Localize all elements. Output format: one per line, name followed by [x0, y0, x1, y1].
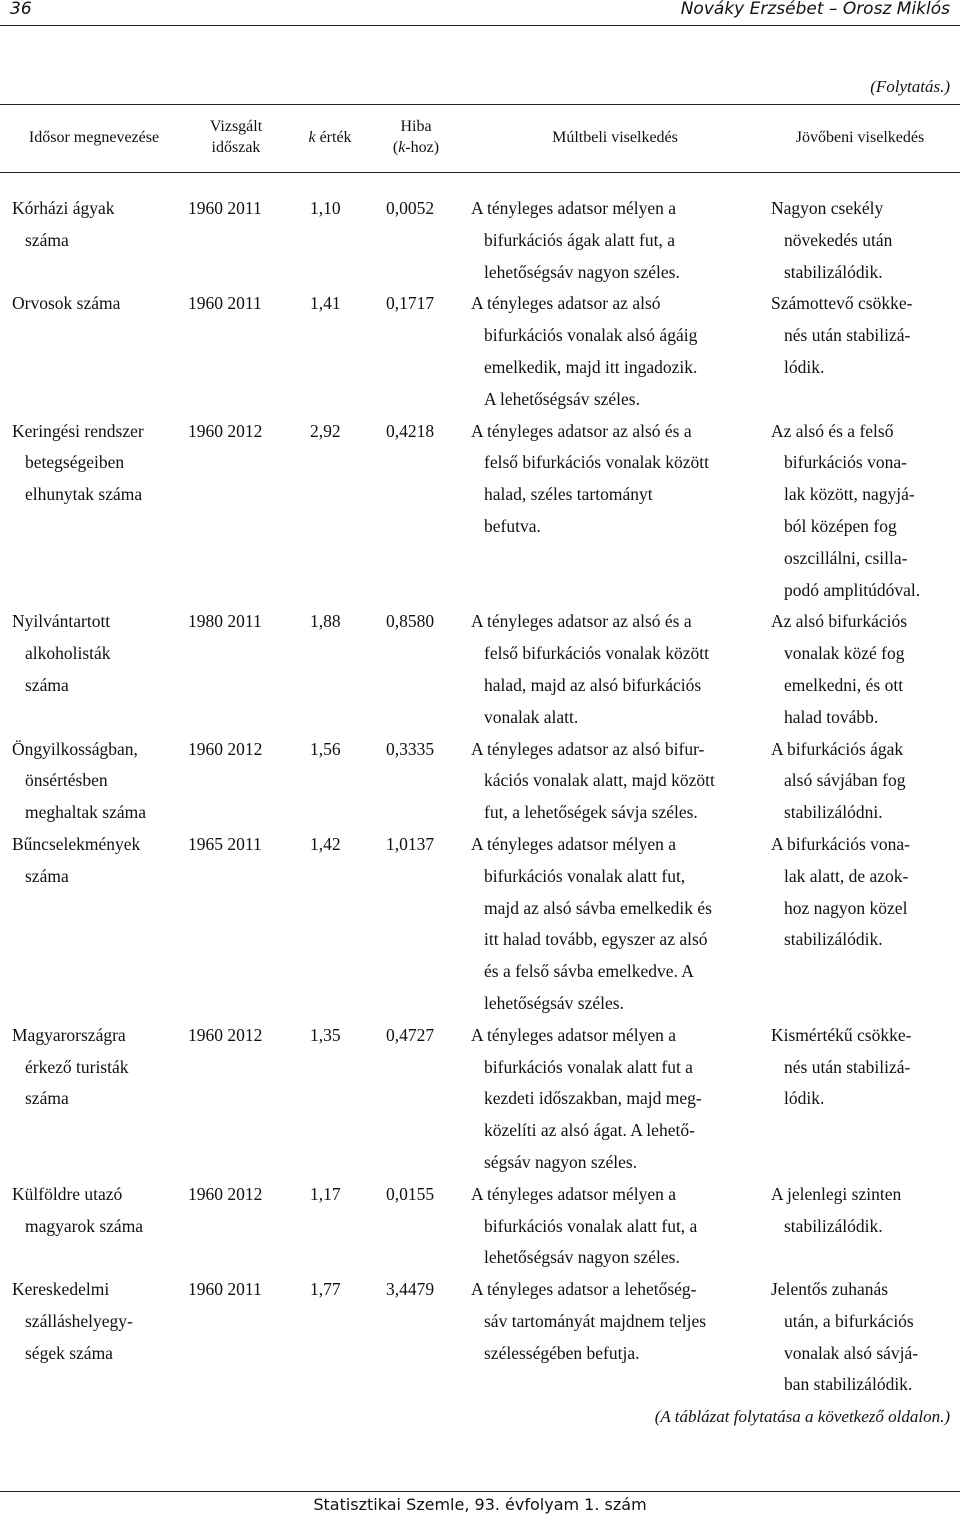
past-behaviour-cell-line: befutva.	[484, 515, 541, 536]
future-behaviour-cell	[771, 606, 960, 733]
past-behaviour-cell	[471, 734, 771, 829]
past-behaviour-cell-line: halad, széles tartományt	[484, 484, 653, 505]
future-behaviour-cell-line: növekedés után	[784, 229, 893, 250]
future-behaviour-cell-line: emelkedni, és ott	[784, 674, 904, 695]
future-behaviour-cell-line: lódik.	[784, 356, 825, 377]
future-behaviour-cell	[771, 829, 960, 1020]
future-behaviour-cell-line: ban stabilizálódik.	[784, 1374, 913, 1395]
past-behaviour-cell	[471, 416, 771, 607]
series-name-cell-line: elhunytak száma	[25, 484, 143, 505]
future-behaviour-cell-line: podó amplitúdóval.	[784, 579, 921, 600]
past-behaviour-cell-line: bifurkációs vonalak alatt fut, a	[484, 1215, 698, 1236]
series-name-cell	[0, 1179, 188, 1274]
future-behaviour-cell-line: után, a bifurkációs	[784, 1310, 914, 1331]
past-behaviour-cell-line: bifurkációs vonalak alatt fut a	[484, 1056, 693, 1077]
future-behaviour-cell-line: lak között, nagyjá-	[784, 484, 915, 505]
table-row	[0, 1020, 960, 1179]
past-behaviour-cell-line: szélességében befutja.	[484, 1342, 640, 1363]
period-cell: 1960 2012	[188, 738, 263, 759]
period-cell: 1960 2011	[188, 293, 262, 314]
col-header-series: Idősor megnevezése	[28, 128, 160, 146]
past-behaviour-cell-line: emelkedik, majd itt ingadozik.	[484, 356, 698, 377]
past-behaviour-cell-line: A tényleges adatsor az alsó	[471, 293, 661, 314]
past-behaviour-cell-line: lehetőségsáv nagyon széles.	[484, 261, 680, 282]
past-behaviour-cell-line: halad, majd az alsó bifurkációs	[484, 674, 702, 695]
past-behaviour-cell-line: kezdeti időszakban, majd meg-	[484, 1088, 702, 1109]
future-behaviour-cell-line: nés után stabilizá-	[784, 1056, 911, 1077]
table-row	[0, 606, 960, 733]
future-behaviour-cell-line: nés után stabilizá-	[784, 325, 911, 346]
past-behaviour-cell-line: lehetőségsáv széles.	[484, 992, 624, 1013]
error-value-cell: 0,1717	[386, 293, 435, 314]
series-name-cell	[0, 288, 188, 415]
past-behaviour-cell-line: felső bifurkációs vonalak között	[484, 643, 710, 664]
past-behaviour-cell-line: A tényleges adatsor az alsó bifur-	[471, 738, 705, 759]
error-value-cell: 3,4479	[386, 1279, 435, 1300]
series-name-cell	[0, 734, 188, 829]
error-value-cell: 0,4727	[386, 1024, 435, 1045]
series-name-cell-line: Öngyilkosságban,	[12, 738, 138, 759]
k-value-cell: 1,88	[310, 611, 341, 632]
past-behaviour-cell-line: bifurkációs vonalak alsó ágáig	[484, 325, 698, 346]
period-cell: 1960 2011	[188, 198, 262, 218]
k-value-cell: 2,92	[310, 420, 341, 441]
series-name-cell-line: Nyilvántartott	[12, 611, 111, 632]
k-value-cell: 1,41	[310, 293, 341, 314]
future-behaviour-cell	[771, 193, 960, 288]
future-behaviour-cell	[771, 1179, 960, 1274]
period-cell: 1960 2012	[188, 420, 263, 441]
future-behaviour-cell-line: hoz nagyon közel	[784, 897, 908, 918]
series-name-cell-line: Kereskedelmi	[12, 1279, 110, 1300]
past-behaviour-cell-line: A tényleges adatsor a lehetőség-	[471, 1279, 697, 1300]
error-value-cell: 0,8580	[386, 611, 435, 632]
series-name-cell-line: Magyarországra	[12, 1024, 126, 1045]
future-behaviour-cell-line: bifurkációs vona-	[784, 452, 907, 473]
future-behaviour-cell	[771, 1020, 960, 1179]
future-behaviour-cell-line: Az alsó és a felső	[771, 420, 894, 441]
past-behaviour-cell-line: bifurkációs vonalak alatt fut,	[484, 865, 686, 886]
past-behaviour-cell-line: A tényleges adatsor mélyen a	[471, 1183, 677, 1204]
col-header-k: k érték	[308, 128, 352, 146]
data-table	[0, 193, 960, 1401]
series-name-cell-line: száma	[25, 229, 69, 250]
past-behaviour-cell-line: vonalak alatt.	[484, 706, 579, 727]
past-behaviour-cell-line: lehetőségsáv nagyon széles.	[484, 1247, 680, 1268]
table-row	[0, 829, 960, 1020]
series-name-cell	[0, 1020, 188, 1179]
series-name-cell-line: Külföldre utazó	[12, 1183, 123, 1204]
k-value-cell: 1,17	[310, 1183, 341, 1204]
future-behaviour-cell-line: lak alatt, de azok-	[784, 865, 909, 886]
future-behaviour-cell-line: A jelenlegi szinten	[771, 1183, 902, 1204]
future-behaviour-cell-line: Számottevő csökke-	[771, 293, 913, 314]
past-behaviour-cell	[471, 1274, 771, 1401]
past-behaviour-cell-line: A lehetőségsáv széles.	[484, 388, 640, 409]
past-behaviour-cell-line: A tényleges adatsor az alsó és a	[471, 420, 692, 441]
future-behaviour-cell	[771, 416, 960, 607]
col-header-future: Jövőbeni viselkedés	[795, 128, 925, 146]
past-behaviour-cell-line: sáv tartományát majdnem teljes	[484, 1310, 707, 1331]
continuation-footnote: (A táblázat folytatása a következő oldalon.)	[654, 1407, 950, 1426]
future-behaviour-cell-line: Az alsó bifurkációs	[771, 611, 908, 632]
future-behaviour-cell-line: Nagyon csekély	[771, 198, 884, 218]
future-behaviour-cell-line: A bifurkációs vona-	[771, 833, 910, 854]
series-name-cell-line: ségek száma	[25, 1342, 113, 1363]
past-behaviour-cell-line: felső bifurkációs vonalak között	[484, 452, 710, 473]
past-behaviour-cell	[471, 1020, 771, 1179]
future-behaviour-cell-line: vonalak közé fog	[784, 643, 905, 664]
k-value-cell: 1,10	[310, 198, 341, 218]
period-cell: 1960 2012	[188, 1183, 263, 1204]
table-row	[0, 1274, 960, 1401]
series-name-cell	[0, 1274, 188, 1401]
future-behaviour-cell-line: oszcillálni, csilla-	[784, 547, 908, 568]
error-value-cell: 0,3335	[386, 738, 435, 759]
future-behaviour-cell-line: stabilizálódik.	[784, 929, 883, 950]
future-behaviour-cell-line: halad tovább.	[784, 706, 879, 727]
running-header-authors: Nováky Erzsébet – Orosz Miklós	[680, 0, 950, 19]
table-row	[0, 193, 960, 288]
series-name-cell-line: érkező turisták	[25, 1056, 129, 1077]
future-behaviour-cell-line: lódik.	[784, 1088, 825, 1109]
past-behaviour-cell	[471, 829, 771, 1020]
past-behaviour-cell	[471, 1179, 771, 1274]
past-behaviour-cell-line: A tényleges adatsor mélyen a	[471, 833, 677, 854]
k-value-cell: 1,35	[310, 1024, 341, 1045]
series-name-cell-line: száma	[25, 1088, 69, 1109]
table-row	[0, 1179, 960, 1274]
k-value-cell: 1,56	[310, 738, 341, 759]
past-behaviour-cell-line: bifurkációs ágak alatt fut, a	[484, 229, 675, 250]
period-cell: 1980 2011	[188, 611, 262, 632]
future-behaviour-cell-line: ból középen fog	[784, 515, 897, 536]
future-behaviour-cell-line: stabilizálódik.	[784, 1215, 883, 1236]
past-behaviour-cell-line: kációs vonalak alatt, majd között	[484, 770, 715, 791]
series-name-cell-line: Orvosok száma	[12, 293, 121, 314]
past-behaviour-cell-line: majd az alsó sávba emelkedik és	[484, 897, 712, 918]
table-row	[0, 734, 960, 829]
series-name-cell-line: száma	[25, 865, 69, 886]
future-behaviour-cell-line: stabilizálódik.	[784, 261, 883, 282]
series-name-cell-line: Keringési rendszer	[12, 420, 144, 441]
future-behaviour-cell-line: stabilizálódni.	[784, 802, 883, 823]
series-name-cell-line: magyarok száma	[25, 1215, 144, 1236]
past-behaviour-cell-line: itt halad tovább, egyszer az alsó	[484, 929, 708, 950]
series-name-cell	[0, 829, 188, 1020]
period-cell: 1965 2011	[188, 833, 262, 854]
col-header-period: Vizsgált időszak	[209, 118, 263, 156]
future-behaviour-cell-line: A bifurkációs ágak	[771, 738, 904, 759]
series-name-cell-line: betegségeiben	[25, 452, 125, 473]
series-name-cell	[0, 416, 188, 607]
table-top-rule	[0, 104, 960, 105]
table-row	[0, 288, 960, 415]
table-row	[0, 416, 960, 607]
series-name-cell-line: önsértésben	[25, 770, 108, 791]
period-cell: 1960 2011	[188, 1279, 262, 1300]
continued-label: (Folytatás.)	[870, 77, 950, 96]
future-behaviour-cell-line: Kismértékű csökke-	[771, 1024, 912, 1045]
error-value-cell: 0,0155	[386, 1183, 435, 1204]
past-behaviour-cell	[471, 606, 771, 733]
past-behaviour-cell-line: fut, a lehetőségek sávja széles.	[484, 802, 698, 823]
series-name-cell-line: száma	[25, 674, 69, 695]
future-behaviour-cell	[771, 734, 960, 829]
error-value-cell: 0,0052	[386, 198, 435, 218]
series-name-cell	[0, 193, 188, 288]
col-header-error: Hiba (k-hoz)	[392, 118, 440, 156]
series-name-cell-line: Kórházi ágyak	[12, 198, 115, 218]
page-number: 36	[10, 0, 32, 19]
col-header-past: Múltbeli viselkedés	[552, 128, 678, 146]
future-behaviour-cell	[771, 1274, 960, 1401]
past-behaviour-cell	[471, 288, 771, 415]
series-name-cell	[0, 606, 188, 733]
future-behaviour-cell-line: Jelentős zuhanás	[771, 1279, 889, 1300]
error-value-cell: 0,4218	[386, 420, 435, 441]
journal-footer: Statisztikai Szemle, 93. évfolyam 1. szám	[313, 1495, 647, 1514]
future-behaviour-cell-line: vonalak alsó sávjá-	[784, 1342, 919, 1363]
series-name-cell-line: Bűncselekmények	[12, 833, 141, 854]
past-behaviour-cell	[471, 193, 771, 288]
future-behaviour-cell	[771, 288, 960, 415]
future-behaviour-cell-line: alsó sávjában fog	[784, 770, 906, 791]
past-behaviour-cell-line: A tényleges adatsor mélyen a	[471, 1024, 677, 1045]
error-value-cell: 1,0137	[386, 833, 435, 854]
period-cell: 1960 2012	[188, 1024, 263, 1045]
header-rule	[0, 25, 960, 26]
series-name-cell-line: alkoholisták	[25, 643, 111, 664]
series-name-cell-line: szálláshelyegy-	[25, 1310, 133, 1331]
running-header	[0, 0, 960, 24]
k-value-cell: 1,42	[310, 833, 341, 854]
past-behaviour-cell-line: A tényleges adatsor az alsó és a	[471, 611, 692, 632]
footer-rule	[0, 1491, 960, 1492]
series-name-cell-line: meghaltak száma	[25, 802, 146, 823]
past-behaviour-cell-line: közelíti az alsó ágat. A lehető-	[484, 1120, 695, 1141]
past-behaviour-cell-line: és a felső sávba emelkedve. A	[484, 961, 694, 982]
past-behaviour-cell-line: A tényleges adatsor mélyen a	[471, 198, 677, 218]
past-behaviour-cell-line: ségsáv nagyon széles.	[484, 1151, 638, 1172]
k-value-cell: 1,77	[310, 1279, 341, 1300]
header-bottom-rule	[0, 172, 960, 173]
